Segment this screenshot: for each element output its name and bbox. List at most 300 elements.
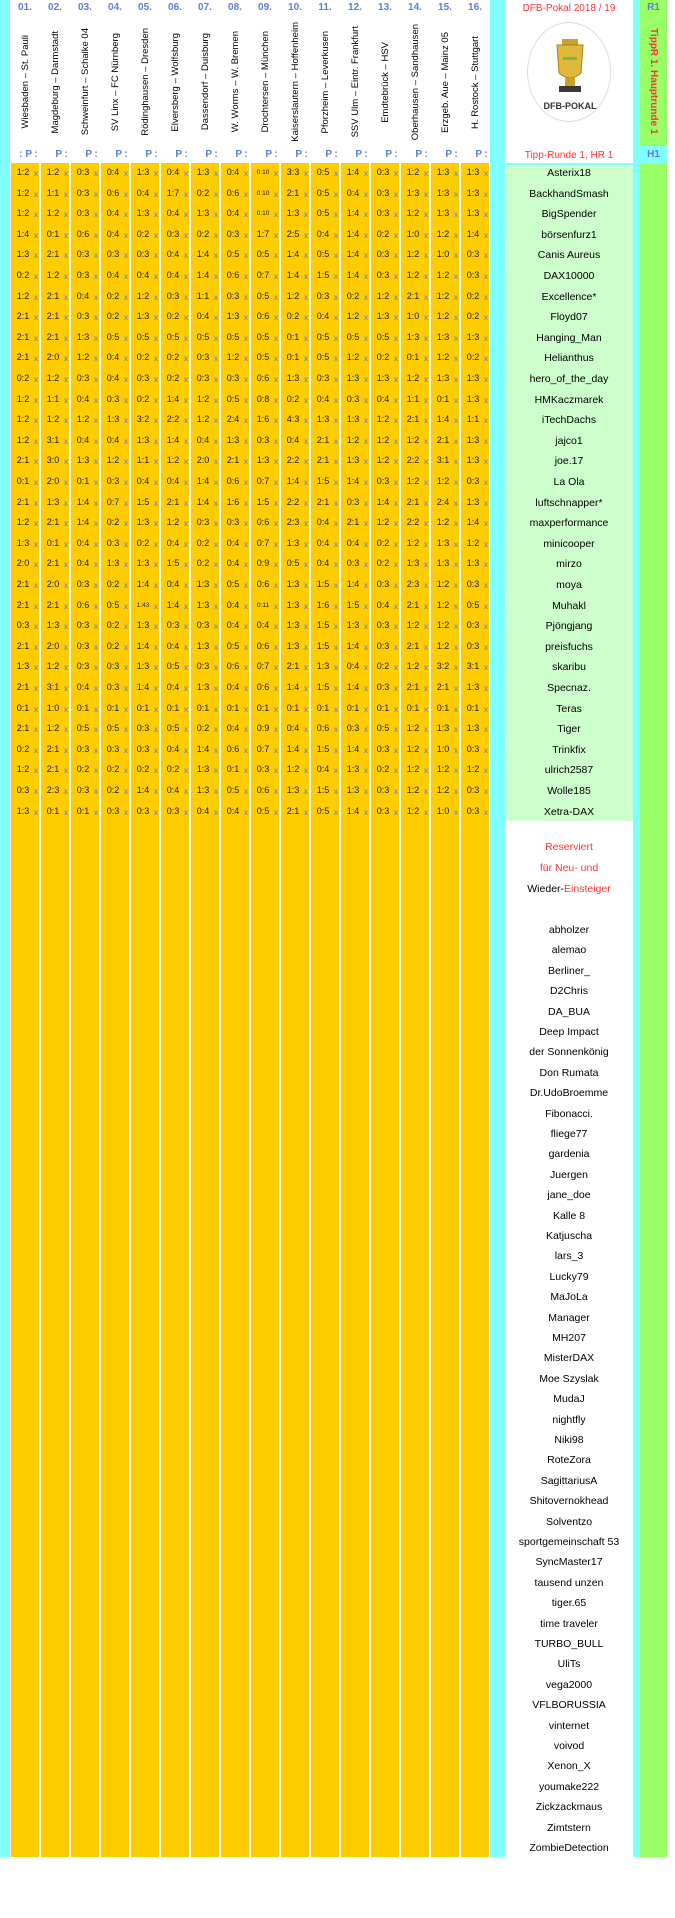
tip-separator: x xyxy=(423,229,429,240)
tip-separator: x xyxy=(153,168,159,178)
tip-value: 0:3 xyxy=(376,270,390,280)
tip-value: 0:3 xyxy=(196,517,210,528)
tip-value: 1:3 xyxy=(196,785,210,795)
reserve-name: Niki98 xyxy=(554,1434,584,1446)
tip-separator: x xyxy=(93,806,99,817)
tip-value: 1:5 xyxy=(166,558,180,569)
tip-value: 1:1 xyxy=(46,187,60,198)
tip-separator: x xyxy=(333,621,339,632)
tip-separator: x xyxy=(183,250,189,261)
tip-separator: x xyxy=(273,188,279,199)
tip-value: 0:3 xyxy=(76,311,90,322)
tip-separator: x xyxy=(303,559,309,570)
tip-separator: x xyxy=(303,271,309,281)
tip-value: 0:3 xyxy=(76,167,90,177)
tip-value: 1:4 xyxy=(16,228,30,239)
tip-value: 0:6 xyxy=(256,579,270,589)
tip-separator: x xyxy=(33,683,39,693)
tip-value: 1:3 xyxy=(346,455,360,466)
tip-separator: x xyxy=(123,600,129,611)
tip-value: 2:1 xyxy=(46,743,60,754)
tip-value: 0:3 xyxy=(376,805,390,816)
tip-separator: x xyxy=(423,744,429,755)
tip-separator: x xyxy=(453,703,459,714)
tip-value: 2:3 xyxy=(406,579,420,589)
tip-value: 0:4 xyxy=(136,187,150,198)
tip-separator: x xyxy=(153,580,159,590)
tip-separator: x xyxy=(483,188,489,199)
game-match-cell xyxy=(280,17,310,147)
tip-value: 0:4 xyxy=(316,228,330,239)
tip-value: 0:5 xyxy=(316,167,330,177)
tip-value: 3:3 xyxy=(286,167,300,177)
tip-value: 1:2 xyxy=(16,167,30,177)
tip-value: 0:4 xyxy=(226,620,240,631)
tip-value: 0:5 xyxy=(226,785,240,795)
tip-separator: x xyxy=(483,168,489,178)
tip-separator: x xyxy=(93,229,99,240)
tip-value: 1:3 xyxy=(286,537,300,548)
tip-value: 2:1 xyxy=(406,414,420,425)
tip-separator: x xyxy=(453,374,459,384)
tip-separator: x xyxy=(63,394,69,405)
tip-separator: x xyxy=(243,415,249,426)
reserve-name: MudaJ xyxy=(553,1393,585,1406)
tip-separator: x xyxy=(423,312,429,323)
tip-value: 1:2 xyxy=(406,743,420,754)
tip-separator: x xyxy=(453,662,459,673)
tip-value: 2:0 xyxy=(16,558,30,569)
tip-value: 2:2 xyxy=(406,517,420,528)
tip-value: 1:4 xyxy=(436,414,450,425)
tip-separator: x xyxy=(33,353,39,364)
tip-value: 0:3 xyxy=(106,249,120,260)
tip-value: 1:7 xyxy=(166,187,180,198)
tip-value: 0:3 xyxy=(376,167,390,177)
tip-value: 1:2 xyxy=(436,785,450,795)
tip-value: 0:3 xyxy=(106,393,120,404)
tip-value: 0:2 xyxy=(466,311,480,322)
tip-value: 0:3 xyxy=(76,661,90,672)
tip-separator: x xyxy=(453,188,459,199)
game-number: 07. xyxy=(198,2,212,13)
tip-value: 0:1 xyxy=(406,702,420,713)
tip-value: 3:1 xyxy=(46,434,60,445)
tip-separator: x xyxy=(273,806,279,817)
tip-separator: x xyxy=(363,683,369,693)
tip-separator: x xyxy=(213,291,219,302)
tip-separator: x xyxy=(423,538,429,549)
colon-header: : xyxy=(124,149,128,160)
tip-value: 2:1 xyxy=(16,496,30,507)
tip-separator: x xyxy=(243,291,249,302)
tip-value: 0:3 xyxy=(136,743,150,754)
tip-separator: x xyxy=(93,703,99,714)
tip-separator: x xyxy=(453,683,459,693)
tip-value: 0:4 xyxy=(346,661,360,672)
tip-value: 2:0 xyxy=(46,352,60,363)
tip-value: 1:5 xyxy=(346,599,360,610)
tip-value: 0:5 xyxy=(256,290,270,301)
tip-separator: x xyxy=(183,415,189,426)
tip-separator: x xyxy=(483,374,489,384)
tip-separator: x xyxy=(63,518,69,529)
tip-value: 0:5 xyxy=(196,331,210,342)
tip-separator: x xyxy=(243,703,249,714)
tip-value: 1:3 xyxy=(286,373,300,383)
tip-value: 3:0 xyxy=(46,455,60,466)
tip-value: 2:1 xyxy=(16,682,30,692)
tip-value: 1:2 xyxy=(406,723,420,734)
tip-value: 0:3 xyxy=(376,579,390,589)
tip-value: 1:3 xyxy=(436,187,450,198)
tip-separator: x xyxy=(333,394,339,405)
tip-value: 2:0 xyxy=(196,455,210,466)
tip-separator: x xyxy=(123,250,129,261)
tip-separator: x xyxy=(453,168,459,178)
tip-value: 2:2 xyxy=(406,455,420,466)
tip-value: 2:1 xyxy=(46,599,60,610)
tip-value: 0:2 xyxy=(466,352,480,363)
tip-value: 0:3 xyxy=(346,496,360,507)
tip-separator: x xyxy=(183,580,189,590)
tip-value: 0:1 xyxy=(76,805,90,816)
tip-value: 0:4 xyxy=(166,208,180,219)
reserve-name: tausend unzen xyxy=(534,1576,604,1589)
tip-separator: x xyxy=(303,600,309,611)
tip-value: 0:3 xyxy=(466,640,480,651)
tip-separator: x xyxy=(123,662,129,673)
tip-separator: x xyxy=(153,641,159,652)
page-title: DFB-Pokal 2018 / 19 xyxy=(522,3,616,14)
tip-separator: x xyxy=(213,600,219,611)
tip-separator: x xyxy=(153,229,159,240)
tip-value: 0:4 xyxy=(166,476,180,486)
tip-value: 1:2 xyxy=(406,661,420,672)
tip-value: 0:3 xyxy=(466,743,480,754)
tip-value: 1:3 xyxy=(16,537,30,548)
player-name: Teras xyxy=(556,702,582,715)
tip-value: 0:3 xyxy=(76,249,90,260)
tip-value: 1:2 xyxy=(16,414,30,425)
tip-value: 0:4 xyxy=(166,249,180,260)
tip-value: 1:2 xyxy=(376,517,390,528)
tip-value: 0:4 xyxy=(316,517,330,528)
tip-separator: x xyxy=(213,415,219,426)
tip-value: 0:6 xyxy=(256,682,270,692)
tip-value: 0:4 xyxy=(226,167,240,177)
tip-separator: x xyxy=(363,786,369,796)
tip-separator: x xyxy=(123,353,129,364)
tip-separator: x xyxy=(123,332,129,343)
tip-separator: x xyxy=(183,168,189,178)
tip-separator: x xyxy=(33,744,39,755)
tip-separator: x xyxy=(33,641,39,652)
tip-separator: x xyxy=(273,786,279,796)
points-header: P xyxy=(355,149,362,160)
tip-separator: x xyxy=(303,291,309,302)
tip-separator: x xyxy=(483,291,489,302)
tip-separator: x xyxy=(243,332,249,343)
game-match-cell xyxy=(10,17,40,147)
tip-value: 0:3 xyxy=(76,743,90,754)
tip-value: 0:4 xyxy=(316,311,330,322)
colon-header: : xyxy=(214,149,218,160)
tip-value: 0:5 xyxy=(106,599,120,610)
tip-separator: x xyxy=(483,621,489,632)
tip-value: 1:4 xyxy=(346,682,360,692)
tip-separator: x xyxy=(273,580,279,590)
tip-separator: x xyxy=(393,786,399,796)
tip-separator: x xyxy=(333,600,339,611)
tip-value: 3:2 xyxy=(136,414,150,425)
tip-separator: x xyxy=(93,683,99,693)
tip-separator: x xyxy=(453,744,459,755)
tip-value: 0:3 xyxy=(346,723,360,734)
game-match-cell xyxy=(460,17,490,147)
tip-separator: x xyxy=(63,168,69,178)
tip-value: 0:10 xyxy=(256,169,270,176)
tip-value: 1:2 xyxy=(406,270,420,280)
player-name: iTechDachs xyxy=(541,414,597,427)
reserve-name: D2Chris xyxy=(550,985,588,998)
tip-separator: x xyxy=(93,456,99,467)
tip-value: 0:6 xyxy=(226,661,240,672)
game-column xyxy=(70,0,100,1857)
tip-separator: x xyxy=(423,559,429,570)
tip-value: 0:3 xyxy=(76,187,90,198)
tip-value: 0:4 xyxy=(166,785,180,795)
tip-separator: x xyxy=(153,518,159,529)
tip-separator: x xyxy=(33,229,39,240)
tip-separator: x xyxy=(333,559,339,570)
tip-separator: x xyxy=(243,600,249,611)
reserve-name: gardenia xyxy=(548,1148,590,1161)
tip-value: 0:6 xyxy=(256,785,270,795)
tip-separator: x xyxy=(63,312,69,323)
tip-separator: x xyxy=(243,683,249,693)
tip-separator: x xyxy=(363,415,369,426)
tip-separator: x xyxy=(33,600,39,611)
tip-value: 4:3 xyxy=(286,414,300,425)
tip-value: 0:3 xyxy=(346,393,360,404)
tip-value: 1:2 xyxy=(16,290,30,301)
tip-value: 2:4 xyxy=(436,496,450,507)
tip-separator: x xyxy=(363,209,369,220)
tip-separator: x xyxy=(453,229,459,240)
tip-separator: x xyxy=(33,538,39,549)
tip-separator: x xyxy=(273,477,279,487)
game-number: 05. xyxy=(138,2,152,13)
tip-separator: x xyxy=(483,703,489,714)
reserve-line-3b: Einsteiger xyxy=(564,883,611,895)
points-header: P xyxy=(325,149,332,160)
tip-value: 2:1 xyxy=(46,311,60,322)
reserve-name: Manager xyxy=(548,1311,590,1324)
tip-value: 1:5 xyxy=(316,579,330,589)
tip-value: 2:1 xyxy=(16,311,30,322)
tip-separator: x xyxy=(63,806,69,817)
game-column xyxy=(10,0,40,1857)
tip-separator: x xyxy=(303,765,309,776)
tip-separator: x xyxy=(363,456,369,467)
tip-value: 1:3 xyxy=(376,373,390,383)
tip-separator: x xyxy=(183,765,189,776)
tip-separator: x xyxy=(483,765,489,776)
tip-separator: x xyxy=(213,703,219,714)
tip-separator: x xyxy=(453,332,459,343)
tip-value: 0:3 xyxy=(196,352,210,363)
tip-value: 0:4 xyxy=(346,537,360,548)
tip-value: 1:0 xyxy=(436,805,450,816)
game-number: 10. xyxy=(288,2,302,13)
game-number: 15. xyxy=(438,2,452,13)
game-number: 04. xyxy=(108,2,122,13)
round-code: R1 xyxy=(647,2,660,13)
tip-value: 0:5 xyxy=(316,331,330,342)
tip-value: 0:5 xyxy=(226,393,240,404)
tip-separator: x xyxy=(393,518,399,529)
tip-value: 1:3 xyxy=(136,434,150,445)
tip-value: 1:2 xyxy=(436,640,450,651)
tip-separator: x xyxy=(363,765,369,776)
tip-value: 1:2 xyxy=(406,434,420,445)
tip-separator: x xyxy=(213,724,219,735)
tip-separator: x xyxy=(393,600,399,611)
tip-separator: x xyxy=(273,518,279,529)
tip-separator: x xyxy=(303,188,309,199)
tip-value: 0:5 xyxy=(226,331,240,342)
tip-value: 1:4 xyxy=(346,476,360,486)
tip-value: 1:2 xyxy=(406,167,420,177)
game-column xyxy=(220,0,250,1857)
points-header: P xyxy=(445,149,452,160)
tip-separator: x xyxy=(303,312,309,323)
tip-value: 2:1 xyxy=(46,517,60,528)
tip-value: 1:2 xyxy=(286,290,300,301)
tip-value: 1:3 xyxy=(466,558,480,569)
player-name: preisfuchs xyxy=(545,640,593,653)
tip-value: 0:3 xyxy=(226,228,240,239)
tip-separator: x xyxy=(213,538,219,549)
tip-separator: x xyxy=(63,559,69,570)
tip-separator: x xyxy=(393,477,399,487)
tip-value: 0:2 xyxy=(166,764,180,775)
tip-value: 0:5 xyxy=(286,558,300,569)
tip-separator: x xyxy=(423,724,429,735)
tip-separator: x xyxy=(153,600,159,611)
tip-separator: x xyxy=(213,229,219,240)
tip-value: 1:3 xyxy=(436,723,450,734)
tip-separator: x xyxy=(453,786,459,796)
tip-separator: x xyxy=(303,497,309,508)
tip-value: 1:3 xyxy=(436,558,450,569)
tip-separator: x xyxy=(363,580,369,590)
tip-value: 1:2 xyxy=(436,476,450,486)
tip-value: 0:2 xyxy=(136,393,150,404)
tip-value: 0:4 xyxy=(136,476,150,486)
tip-separator: x xyxy=(303,456,309,467)
tip-separator: x xyxy=(123,435,129,446)
tip-value: 1:4 xyxy=(286,270,300,280)
tip-separator: x xyxy=(213,394,219,405)
tip-separator: x xyxy=(303,209,309,220)
tip-value: 0:1 xyxy=(406,352,420,363)
tip-separator: x xyxy=(63,538,69,549)
tip-value: 1:3 xyxy=(76,455,90,466)
tip-value: 0:1 xyxy=(466,702,480,713)
tip-separator: x xyxy=(243,353,249,364)
tip-value: 1:4 xyxy=(346,249,360,260)
tip-value: 1:3 xyxy=(136,620,150,631)
reserve-name: Fibonacci. xyxy=(545,1107,593,1120)
tip-separator: x xyxy=(363,497,369,508)
tip-separator: x xyxy=(63,683,69,693)
tip-separator: x xyxy=(93,415,99,426)
tip-separator: x xyxy=(123,291,129,302)
title-box xyxy=(505,0,633,163)
tip-value: 1:3 xyxy=(256,455,270,466)
tip-value: 0:3 xyxy=(166,620,180,631)
tip-separator: x xyxy=(243,497,249,508)
tip-value: 0:3 xyxy=(106,537,120,548)
tip-value: 1:2 xyxy=(226,352,240,363)
tip-value: 0:2 xyxy=(106,620,120,631)
tip-value: 0:2 xyxy=(346,290,360,301)
tip-separator: x xyxy=(153,806,159,817)
tip-separator: x xyxy=(483,456,489,467)
game-match-cell xyxy=(40,17,70,147)
tip-separator: x xyxy=(363,806,369,817)
tip-value: 1:3 xyxy=(436,167,450,177)
tip-value: 0:2 xyxy=(106,579,120,589)
reserve-name: SagittariusA xyxy=(540,1474,598,1487)
tip-separator: x xyxy=(123,786,129,796)
tip-separator: x xyxy=(33,580,39,590)
game-column xyxy=(430,0,460,1857)
tip-value: 0:3 xyxy=(376,476,390,486)
tip-value: 1:2 xyxy=(346,311,360,322)
tip-value: 0:1 xyxy=(46,228,60,239)
tip-value: 0:6 xyxy=(106,187,120,198)
tip-separator: x xyxy=(453,209,459,220)
tip-separator: x xyxy=(423,518,429,529)
tip-value: 0:7 xyxy=(256,537,270,548)
tip-value: 1:2 xyxy=(346,352,360,363)
tip-separator: x xyxy=(63,415,69,426)
tip-separator: x xyxy=(273,559,279,570)
tip-value: 0:3 xyxy=(136,373,150,383)
tip-value: 0:1 xyxy=(46,805,60,816)
tip-separator: x xyxy=(243,538,249,549)
reserve-line-3 xyxy=(505,883,633,895)
tip-separator: x xyxy=(393,209,399,220)
tip-separator: x xyxy=(183,312,189,323)
tip-separator: x xyxy=(93,518,99,529)
tip-value: 1:4 xyxy=(346,167,360,177)
tip-value: 1:2 xyxy=(376,455,390,466)
tip-separator: x xyxy=(333,538,339,549)
colon-header: : xyxy=(94,149,98,160)
tip-value: 0:3 xyxy=(466,620,480,631)
tip-value: 0:5 xyxy=(76,723,90,734)
tip-separator: x xyxy=(213,477,219,487)
tip-separator: x xyxy=(213,250,219,261)
tip-separator: x xyxy=(243,559,249,570)
tip-separator: x xyxy=(243,662,249,673)
tip-separator: x xyxy=(213,662,219,673)
colon-header: : xyxy=(34,149,38,160)
